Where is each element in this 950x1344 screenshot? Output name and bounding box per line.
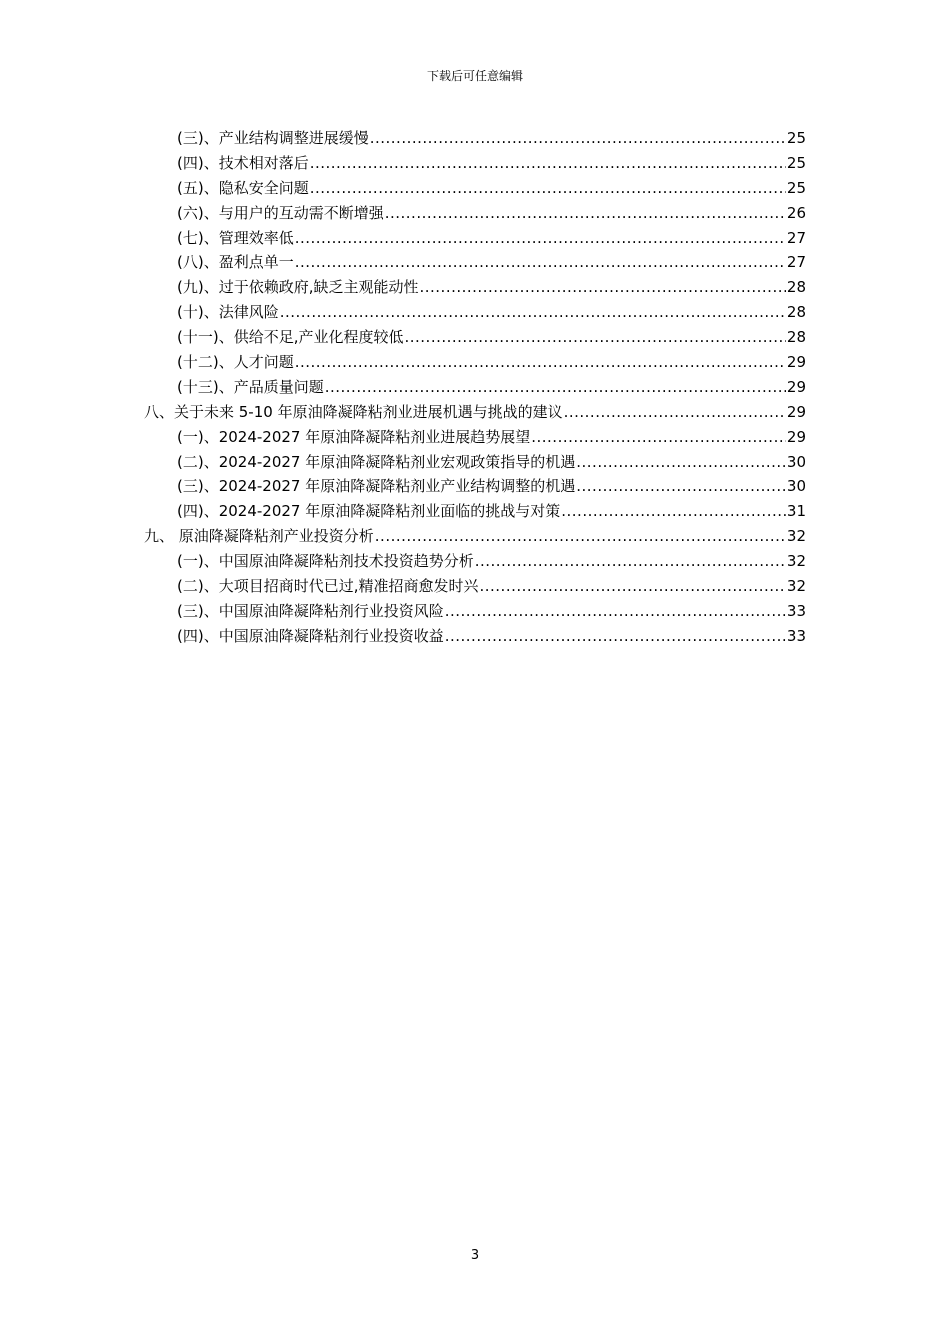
toc-entry-title: (二)、2024-2027 年原油降凝降粘剂业宏观政策指导的机遇 — [177, 452, 576, 471]
toc-entry-page: 27 — [786, 228, 806, 247]
toc-entry-page: 33 — [786, 626, 806, 645]
toc-entry-page: 28 — [786, 328, 806, 347]
toc-entry-page: 30 — [786, 477, 806, 496]
toc-dot-leader — [295, 250, 786, 275]
toc-dot-leader — [445, 599, 786, 624]
toc-dot-leader — [576, 450, 786, 475]
toc-entry-page: 29 — [786, 377, 806, 396]
toc-row — [0, 499, 950, 524]
toc-entry-title: (三)、产业结构调整进展缓慢 — [177, 129, 369, 147]
toc-entry-title: (一)、2024-2027 年原油降凝降粘剂业进展趋势展望 — [177, 427, 531, 446]
toc-dot-leader — [479, 574, 785, 599]
toc-entry[interactable] — [177, 425, 806, 450]
toc-row — [0, 549, 950, 574]
toc-entry-title: (四)、技术相对落后 — [177, 153, 309, 172]
toc-row — [0, 201, 950, 226]
toc-entry-page: 32 — [786, 527, 806, 546]
toc-entry-title: (三)、2024-2027 年原油降凝降粘剂业产业结构调整的机遇 — [177, 477, 576, 496]
toc-entry-title: (四)、中国原油降凝降粘剂行业投资收益 — [177, 626, 444, 645]
toc-row — [0, 350, 950, 375]
toc-entry-page: 29 — [786, 427, 806, 446]
toc-dot-leader — [385, 201, 786, 226]
toc-entry[interactable] — [177, 325, 806, 350]
toc-entry-title: (四)、2024-2027 年原油降凝降粘剂业面临的挑战与对策 — [177, 502, 561, 521]
toc-dot-leader — [295, 350, 786, 375]
toc-entry[interactable] — [177, 176, 806, 201]
toc-entry[interactable] — [177, 599, 806, 624]
toc-row — [0, 599, 950, 624]
toc-entry-title: (六)、与用户的互动需不断增强 — [177, 203, 384, 222]
toc-dot-leader — [325, 375, 786, 400]
toc-entry-title: (十二)、人才问题 — [177, 353, 294, 372]
toc-entry-page: 30 — [786, 452, 806, 471]
toc-entry-title: (三)、中国原油降凝降粘剂行业投资风险 — [177, 601, 444, 620]
toc-entry-page: 25 — [786, 129, 806, 147]
toc-entry-title: 九、 原油降凝降粘剂产业投资分析 — [144, 527, 374, 546]
toc-entry-title: (五)、隐私安全问题 — [177, 178, 309, 197]
toc-entry-title: (二)、大项目招商时代已过,精准招商愈发时兴 — [177, 577, 479, 596]
table-of-contents — [0, 126, 950, 649]
toc-row — [0, 275, 950, 300]
toc-dot-leader — [564, 400, 786, 425]
toc-entry[interactable] — [177, 201, 806, 226]
toc-entry-title: 八、关于未来 5-10 年原油降凝降粘剂业进展机遇与挑战的建议 — [144, 402, 563, 421]
toc-entry-page: 33 — [786, 601, 806, 620]
toc-entry-page: 28 — [786, 278, 806, 297]
toc-dot-leader — [419, 275, 785, 300]
toc-row — [0, 375, 950, 400]
toc-row — [0, 151, 950, 176]
page-number: 3 — [470, 1248, 480, 1263]
toc-dot-leader — [404, 325, 785, 350]
toc-row — [0, 524, 950, 549]
toc-entry-title: (十)、法律风险 — [177, 303, 279, 322]
toc-chapter-entry[interactable] — [144, 400, 806, 425]
toc-row — [0, 250, 950, 275]
toc-row — [0, 450, 950, 475]
toc-entry[interactable] — [177, 250, 806, 275]
toc-row — [0, 474, 950, 499]
toc-entry-page: 31 — [786, 502, 806, 521]
toc-row — [0, 400, 950, 425]
toc-entry[interactable] — [177, 474, 806, 499]
toc-entry-title: (八)、盈利点单一 — [177, 253, 294, 272]
toc-row — [0, 425, 950, 450]
toc-dot-leader — [310, 151, 786, 176]
toc-entry[interactable] — [177, 624, 806, 649]
toc-entry-title: (一)、中国原油降凝降粘剂技术投资趋势分析 — [177, 552, 474, 571]
toc-entry[interactable] — [177, 151, 806, 176]
toc-dot-leader — [370, 126, 786, 151]
toc-entry-page: 32 — [786, 577, 806, 596]
toc-entry-title: (十三)、产品质量问题 — [177, 377, 324, 396]
toc-entry-page: 25 — [786, 178, 806, 197]
page-header: 下载后可任意编辑 — [426, 69, 523, 83]
toc-entry-page: 28 — [786, 303, 806, 322]
toc-dot-leader — [375, 524, 786, 549]
toc-row — [0, 126, 950, 151]
toc-entry[interactable] — [177, 574, 806, 599]
toc-entry[interactable] — [177, 300, 806, 325]
toc-dot-leader — [531, 425, 786, 450]
toc-chapter-entry[interactable] — [144, 524, 806, 549]
toc-dot-leader — [475, 549, 786, 574]
toc-entry[interactable] — [177, 450, 806, 475]
toc-dot-leader — [561, 499, 786, 524]
toc-entry-page: 32 — [786, 552, 806, 571]
toc-entry-title: (七)、管理效率低 — [177, 228, 294, 247]
toc-dot-leader — [280, 300, 786, 325]
toc-entry-page: 27 — [786, 253, 806, 272]
toc-row — [0, 624, 950, 649]
toc-entry[interactable] — [177, 350, 806, 375]
toc-row — [0, 176, 950, 201]
toc-dot-leader — [310, 176, 786, 201]
toc-row — [0, 226, 950, 251]
toc-entry-page: 29 — [786, 402, 806, 421]
toc-entry-page: 29 — [786, 353, 806, 372]
toc-entry-title: (十一)、供给不足,产业化程度较低 — [177, 328, 404, 347]
toc-entry[interactable] — [177, 375, 806, 400]
toc-dot-leader — [295, 226, 786, 251]
toc-entry-page: 26 — [786, 203, 806, 222]
toc-entry[interactable] — [177, 226, 806, 251]
toc-entry-page: 25 — [786, 153, 806, 172]
toc-row — [0, 574, 950, 599]
toc-entry[interactable] — [177, 275, 806, 300]
toc-entry[interactable] — [177, 126, 806, 151]
toc-dot-leader — [576, 474, 786, 499]
toc-row — [0, 300, 950, 325]
toc-entry[interactable] — [177, 549, 806, 574]
toc-entry-title: (九)、过于依赖政府,缺乏主观能动性 — [177, 278, 419, 297]
toc-row — [0, 325, 950, 350]
toc-entry[interactable] — [177, 499, 806, 524]
toc-dot-leader — [445, 624, 786, 649]
